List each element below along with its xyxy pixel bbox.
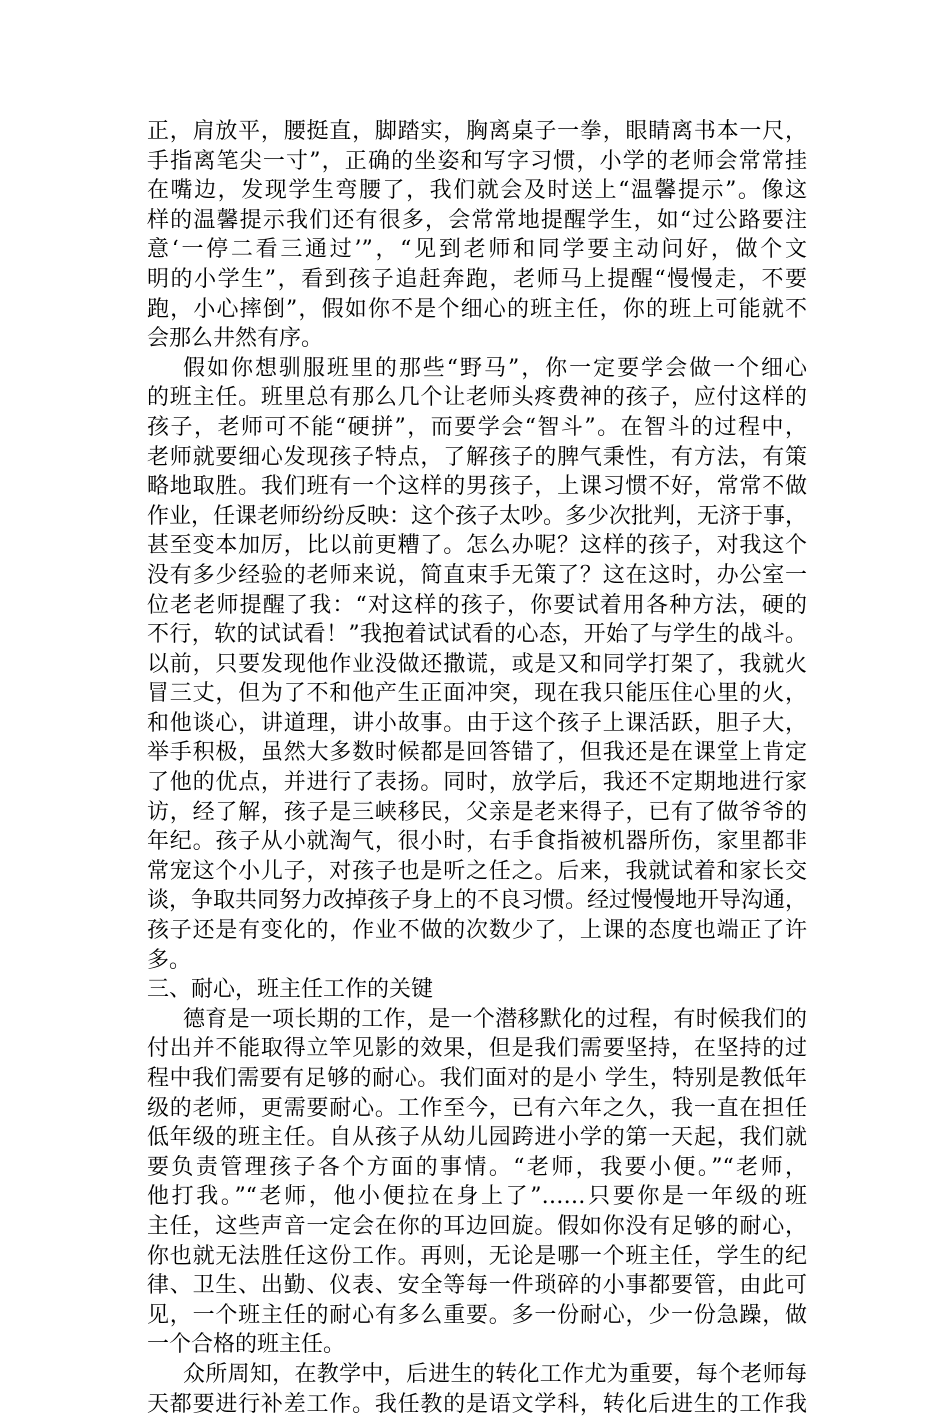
text-line: 众所周知，在教学中，后进生的转化工作尤为重要，每个老师每 [183,1361,807,1387]
text-line: 级的老师，更需要耐心。工作至今，已有六年之久，我一直在担任 [147,1095,807,1121]
text-line: 德育是一项长期的工作，是一个潜移默化的过程，有时候我们的 [183,1006,807,1032]
text-line: 意‘一停二看三通过’”，“见到老师和同学要主动问好，做个文 [147,237,807,263]
text-line: 要负责管理孩子各个方面的事情。“老师，我要小便。”“老师， [147,1154,807,1180]
text-line: 孩子还是有变化的，作业不做的次数少了，上课的态度也端正了许 [147,918,807,944]
text-line: 作业，任课老师纷纷反映：这个孩子太吵。多少次批判，无济于事， [147,503,807,529]
text-line: 他打我。”“老师，他小便拉在身上了”……只要你是一年级的班 [147,1184,807,1210]
text-line: 年纪。孩子从小就淘气，很小时，右手食指被机器所伤，家里都非 [147,829,807,855]
text-line: 会那么井然有序。 [147,326,324,352]
text-line: 天都要进行补差工作。我任教的是语文学科，转化后进生的工作我 [147,1391,807,1417]
text-line: 冒三丈，但为了不和他产生正面冲突，现在我只能压住心里的火， [147,681,807,707]
text-line: 手指离笔尖一寸”，正确的坐姿和写字习惯，小学的老师会常常挂 [147,148,807,174]
text-line: 付出并不能取得立竿见影的效果，但是我们需要坚持，在坚持的过 [147,1036,807,1062]
text-line: 律、卫生、出勤、仪表、安全等每一件琐碎的小事都要管，由此可 [147,1273,807,1299]
text-line: 假如你想驯服班里的那些“野马”，你一定要学会做一个细心 [183,355,807,381]
text-line: 访，经了解，孩子是三峡移民，父亲是老来得子，已有了做爷爷的 [147,799,807,825]
text-line: 一个合格的班主任。 [147,1332,346,1358]
document-body [147,117,807,1419]
text-line: 主任，这些声音一定会在你的耳边回旋。假如你没有足够的耐心， [147,1213,807,1239]
text-line: 的班主任。班里总有那么几个让老师头疼费神的孩子，应付这样的 [147,385,807,411]
text-line: 谈，争取共同努力改掉孩子身上的不良习惯。经过慢慢地开导沟通， [147,888,807,914]
text-line: 不行，软的试试看！”我抱着试试看的心态，开始了与学生的战斗。 [147,622,807,648]
text-line: 以前，只要发现他作业没做还撒谎，或是又和同学打架了，我就火 [147,651,807,677]
text-line: 甚至变本加厉，比以前更糟了。怎么办呢？这样的孩子，对我这个 [147,533,807,559]
text-line: 没有多少经验的老师来说，简直束手无策了？这在这时，办公室一 [147,562,807,588]
text-line: 举手积极，虽然大多数时候都是回答错了，但我还是在课堂上肯定 [147,740,807,766]
text-line: 位老老师提醒了我：“对这样的孩子，你要试着用各种方法，硬的 [147,592,807,618]
text-line: 多。 [147,947,192,973]
text-line: 老师就要细心发现孩子特点，了解孩子的脾气秉性，有方法，有策 [147,444,807,470]
text-line: 略地取胜。我们班有一个这样的男孩子，上课习惯不好，常常不做 [147,474,807,500]
text-line: 程中我们需要有足够的耐心。我们面对的是小 学生，特别是教低年 [147,1066,807,1091]
text-line: 了他的优点，并进行了表扬。同时，放学后，我还不定期地进行家 [147,770,807,796]
text-line: 跑，小心摔倒”，假如你不是个细心的班主任，你的班上可能就不 [147,296,807,322]
text-line: 见，一个班主任的耐心有多么重要。多一份耐心，少一份急躁，做 [147,1302,807,1328]
text-line: 和他谈心，讲道理，讲小故事。由于这个孩子上课活跃，胆子大， [147,710,807,736]
text-line: 明的小学生”，看到孩子追赶奔跑，老师马上提醒“慢慢走，不要 [147,266,807,292]
text-line: 低年级的班主任。自从孩子从幼儿园跨进小学的第一天起，我们就 [147,1125,807,1151]
text-line: 你也就无法胜任这份工作。再则，无论是哪一个班主任，学生的纪 [147,1243,807,1269]
text-line: 正，肩放平，腰挺直，脚踏实，胸离桌子一拳，眼睛离书本一尺， [147,119,807,144]
text-line: 孩子，老师可不能“硬拼”，而要学会“智斗”。在智斗的过程中， [147,414,807,440]
text-line: 常宠这个小儿子，对孩子也是听之任之。后来，我就试着和家长交 [147,858,807,884]
text-line: 三、耐心，班主任工作的关键 [147,977,434,1003]
text-line: 样的温馨提示我们还有很多，会常常地提醒学生，如“过公路要注 [147,207,807,233]
text-line: 在嘴边，发现学生弯腰了，我们就会及时送上“温馨提示”。像这 [147,178,807,204]
